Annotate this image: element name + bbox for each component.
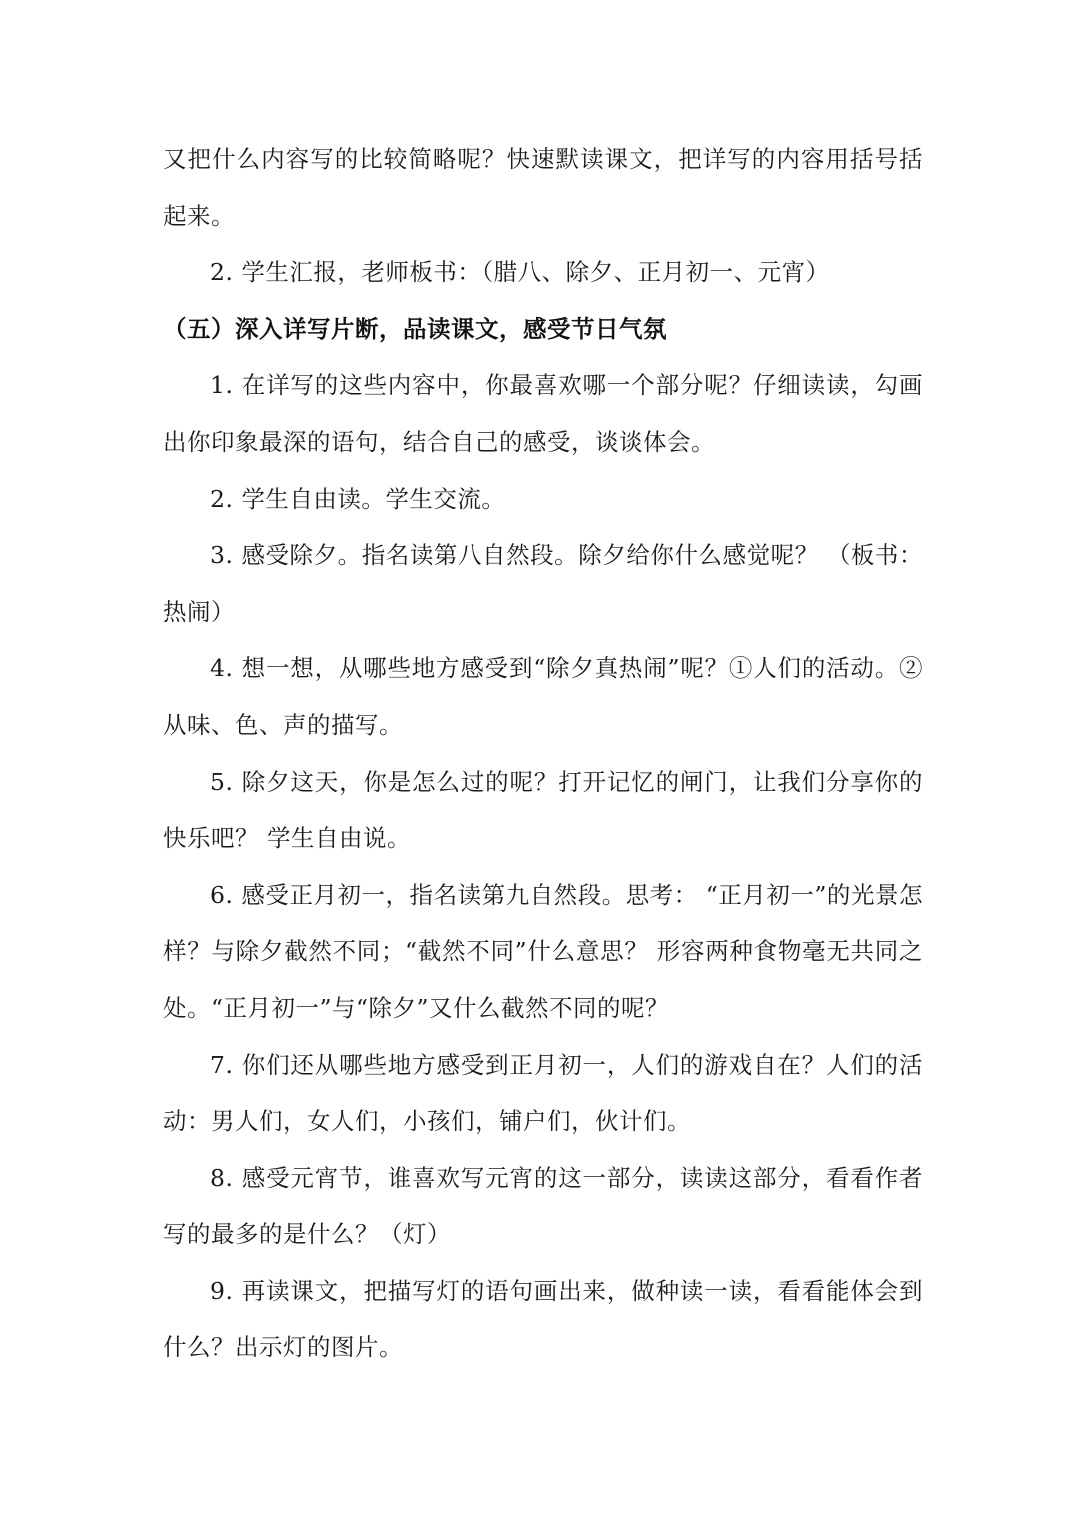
paragraph-item-1: 1. 在详写的这些内容中，你最喜欢哪一个部分呢？仔细读读，勾画出你印象最深的语句，结合自己的感受，谈谈体会。	[163, 371, 923, 456]
paragraph-item-6: 6. 感受正月初一，指名读第九自然段。思考： “正月初一”的光景怎样？与除夕截然不同；“截然不同”什么意思？ 形容两种食物毫无共同之处。“正月初一”与“除夕”又什么截然不同的呢？	[163, 880, 923, 1022]
paragraph-item-7: 7. 你们还从哪些地方感受到正月初一，人们的游戏自在？人们的活动：男人们，女人们，小孩们，铺户们，伙计们。	[163, 1050, 923, 1136]
paragraph-item-8: 8. 感受元宵节，谁喜欢写元宵的这一部分，读读这部分，看看作者写的最多的是什么？（灯）	[163, 1163, 923, 1249]
paragraph-item-5: 5. 除夕这天，你是怎么过的呢？打开记忆的闸门，让我们分享你的快乐吧？ 学生自由说。	[163, 767, 923, 853]
section-heading: （五）深入详写片断，品读课文，感受节日气氛	[163, 314, 667, 343]
paragraph-item-2: 2. 学生自由读。学生交流。	[210, 484, 506, 513]
paragraph-item-2-report: 2. 学生汇报，老师板书：（腊八、除夕、正月初一、元宵）	[210, 258, 830, 287]
paragraph-continuation: 又把什么内容写的比较简略呢？快速默读课文，把详写的内容用括号括起来。	[163, 145, 923, 230]
paragraph-item-9: 9. 再读课文，把描写灯的语句画出来，做种读一读，看看能体会到什么？出示灯的图片。	[163, 1276, 923, 1362]
document-body	[163, 131, 923, 1376]
paragraph-item-4: 4. 想一想，从哪些地方感受到“除夕真热闹”呢？①人们的活动。②从味、色、声的描写。	[163, 654, 923, 739]
paragraph-item-3: 3. 感受除夕。指名读第八自然段。除夕给你什么感觉呢？ （板书：热闹）	[163, 541, 923, 626]
